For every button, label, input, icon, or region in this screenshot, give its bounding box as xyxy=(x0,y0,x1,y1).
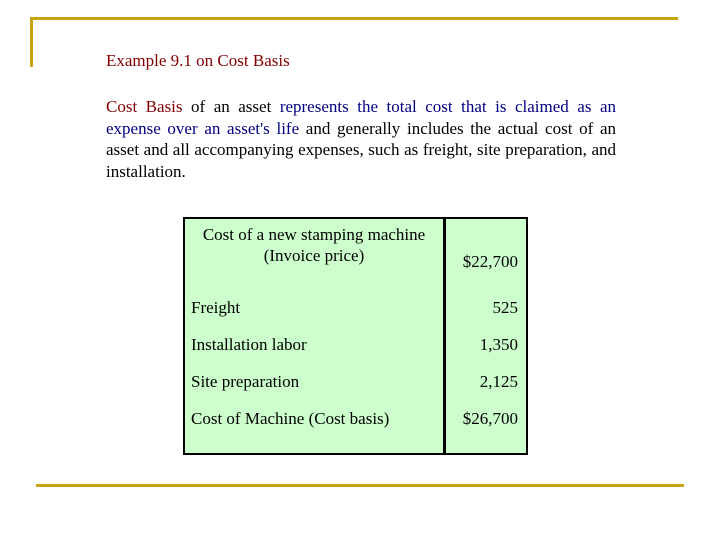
freight-label: Freight xyxy=(191,298,241,317)
site-preparation-value: 2,125 xyxy=(479,372,518,391)
invoice-price-label-line2: (Invoice price) xyxy=(263,246,365,265)
cost-basis-table xyxy=(183,217,528,455)
site-preparation-label: Site preparation xyxy=(191,372,300,391)
paragraph-text-1: of an asset xyxy=(182,97,280,116)
definition-paragraph xyxy=(106,96,616,182)
freight-value: 525 xyxy=(492,298,518,317)
installation-labor-label: Installation labor xyxy=(191,335,307,354)
paragraph-text-2: and generally includes the actual cost of an asset and all accompanying expenses, such as freight, site preparation, and installation. xyxy=(106,118,616,181)
cost-basis-total-value: $26,700 xyxy=(462,409,518,428)
term-cost-basis: Cost Basis xyxy=(106,97,183,116)
frame-left-accent xyxy=(30,17,33,67)
definition-emphasis: represents the total cost that is claimed as an expense over an asset's life xyxy=(106,97,616,138)
cost-basis-total-label: Cost of Machine (Cost basis) xyxy=(191,409,390,428)
slide-title: Example 9.1 on Cost Basis xyxy=(106,51,290,70)
invoice-price-value: $22,700 xyxy=(462,252,518,271)
invoice-price-label-line1: Cost of a new stamping machine xyxy=(202,225,426,244)
installation-labor-value: 1,350 xyxy=(479,335,518,354)
invoice-price-label xyxy=(185,224,443,266)
frame-bottom-rule xyxy=(36,484,684,487)
frame-top-rule xyxy=(30,17,678,20)
column-divider xyxy=(443,219,446,453)
